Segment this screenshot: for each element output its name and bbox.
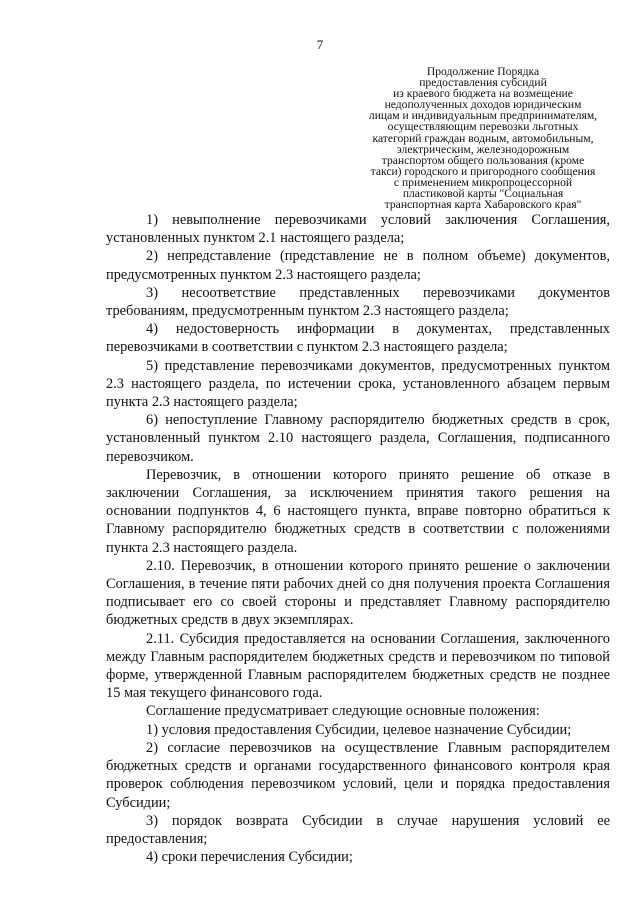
paragraph: 1) условия предоставления Субсидии, целевое назначение Субсидии; — [146, 721, 572, 738]
document-header — [352, 66, 614, 210]
header-line: недополученных доходов юридическим — [384, 98, 582, 112]
paragraph: 4) сроки перечисления Субсидии; — [146, 849, 353, 866]
header-line: пластиковой карты "Социальная — [402, 187, 564, 201]
paragraph: 2) согласие перевозчиков на осуществление Главным распорядителем бюджетных средств и органами государственного финансового контроля края проверок соблюдения перевозчиком условий, цели и порядка предоставления Субсидии; — [106, 739, 610, 811]
header-line: с применением микропроцессорной — [393, 175, 573, 189]
paragraph: 3) порядок возврата Субсидии в случае нарушения условий ее предоставления; — [106, 812, 610, 847]
header-line: электрическим, железнодорожным — [396, 142, 570, 156]
header-line: предоставления субсидий — [419, 76, 547, 90]
paragraph: 3) несоответствие представленных перевозчиками документов требованиям, предусмотренным пунктом 2.3 настоящего раздела; — [106, 284, 610, 320]
paragraph: 2.10. Перевозчик, в отношении которого принято решение о заключении Соглашения, в течение пяти рабочих дней со дня получения проекта Соглашения подписывает его со своей стороны и представляет Главному распорядителю бюджетных средств в двух экземплярах. — [106, 557, 610, 629]
header-line: лицам и индивидуальным предпринимателям, — [368, 109, 598, 123]
header-line: категорий граждан водным, автомобильным, — [372, 131, 594, 145]
page-number: 7 — [316, 37, 324, 52]
header-line: из краевого бюджета на возмещение — [393, 87, 573, 101]
paragraph: 4) недостоверность информации в документах, представленных перевозчиками в соответствии с пунктом 2.3 настоящего раздела; — [106, 321, 610, 356]
paragraph: Перевозчик, в отношении которого принято решение об отказе в заключении Соглашения, за исключением принятия такого решения на основании подпунктов 4, 6 настоящего пункта, вправе повторно обратиться к Главному распорядителю бюджетных средств в соответствии с положениями пункта 2.3 настоящего раздела. — [106, 466, 610, 556]
header-line: транспортная карта Хабаровского края" — [384, 198, 582, 212]
header-line: осуществляющим перевозки льготных — [387, 120, 579, 134]
paragraph: Соглашение предусматривает следующие основные положения: — [146, 703, 540, 720]
paragraph: 2.11. Субсидия предоставляется на основании Соглашения, заключенного между Главным распорядителем бюджетных средств и перевозчиком по типовой форме, утвержденной Главным распорядителем бюджетных средств не позднее 15 мая текущего финансового года. — [106, 630, 610, 702]
paragraph: 5) представление перевозчиками документов, предусмотренных пунктом 2.3 настоящего раздела, по истечении срока, установленного абзацем первым пункта 2.3 настоящего раздела; — [106, 357, 610, 411]
header-line: такси) городского и пригородного сообщения — [370, 164, 596, 178]
paragraph: 2) непредставление (представление не в полном объеме) документов, предусмотренных пунктом 2.3 настоящего раздела; — [106, 248, 610, 283]
paragraph: 6) непоступление Главному распорядителю бюджетных средств в срок, установленный пунктом 2.10 настоящего раздела, Соглашения, подписанного перевозчиком. — [106, 412, 610, 465]
paragraph: 1) невыполнение перевозчиками условий заключения Соглашения, установленных пунктом 2.1 настоящего раздела; — [106, 212, 610, 247]
document-body — [106, 211, 610, 866]
header-line: Продолжение Порядка — [426, 65, 540, 78]
header-line: транспортом общего пользования (кроме — [381, 153, 585, 167]
